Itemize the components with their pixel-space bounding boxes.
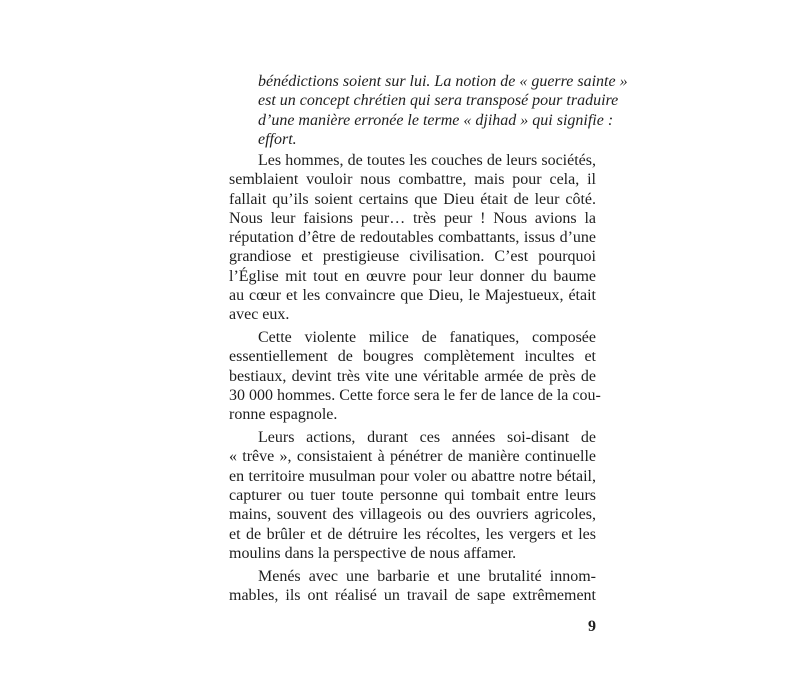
text-line: réputation d’être de redoutables combattants, issus d’une (229, 229, 596, 246)
quote-line: d’une manière erronée le terme « djihad » qui signifie : (258, 112, 614, 129)
quote-line: bénédictions soient sur lui. La notion de « guerre sainte » (258, 73, 628, 90)
text-line: Nous leur faisions peur… très peur ! Nous avions la (229, 210, 596, 227)
text-line: essentiellement de bougres complètement incultes et (229, 348, 596, 365)
text-line: grandiose et prestigieuse civilisation. C’est pourquoi (229, 248, 596, 265)
text-line: « trêve », consistaient à pénétrer de manière continuelle (229, 448, 596, 465)
page-number: 9 (588, 618, 596, 635)
text-line: Les hommes, de toutes les couches de leurs sociétés, (258, 152, 596, 169)
text-line: mables, ils ont réalisé un travail de sape extrêmement (229, 587, 596, 604)
text-line: fallait qu’ils soient certains que Dieu était de leur côté. (229, 191, 596, 208)
quote-line: effort. (258, 131, 297, 148)
text-line: capturer ou tuer toute personne qui tombait entre leurs (229, 487, 596, 504)
text-line: Menés avec une barbarie et une brutalité innom- (258, 568, 596, 585)
text-line: Cette violente milice de fanatiques, composée (258, 329, 596, 346)
text-line: et de brûler et de détruire les récoltes, les vergers et les (229, 526, 596, 543)
text-line: avec eux. (229, 306, 290, 323)
text-line: en territoire musulman pour voler ou abattre notre bétail, (229, 468, 596, 485)
text-line: mains, souvent des villageois ou des ouvriers agricoles, (229, 506, 596, 523)
text-line: semblaient vouloir nous combattre, mais pour cela, il (229, 171, 596, 188)
text-line: bestiaux, devint très vite une véritable armée de près de (229, 368, 596, 385)
text-line: moulins dans la perspective de nous affamer. (229, 545, 517, 562)
quote-line: est un concept chrétien qui sera transposé pour traduire (258, 92, 619, 109)
text-line: au cœur et les convaincre que Dieu, le Majestueux, était (229, 287, 596, 304)
text-line: 30 000 hommes. Cette force sera le fer de lance de la cou- (229, 387, 601, 404)
text-line: Leurs actions, durant ces années soi-disant de (258, 429, 596, 446)
text-line: l’Église mit tout en œuvre pour leur donner du baume (229, 268, 596, 285)
text-line: ronne espagnole. (229, 406, 338, 423)
